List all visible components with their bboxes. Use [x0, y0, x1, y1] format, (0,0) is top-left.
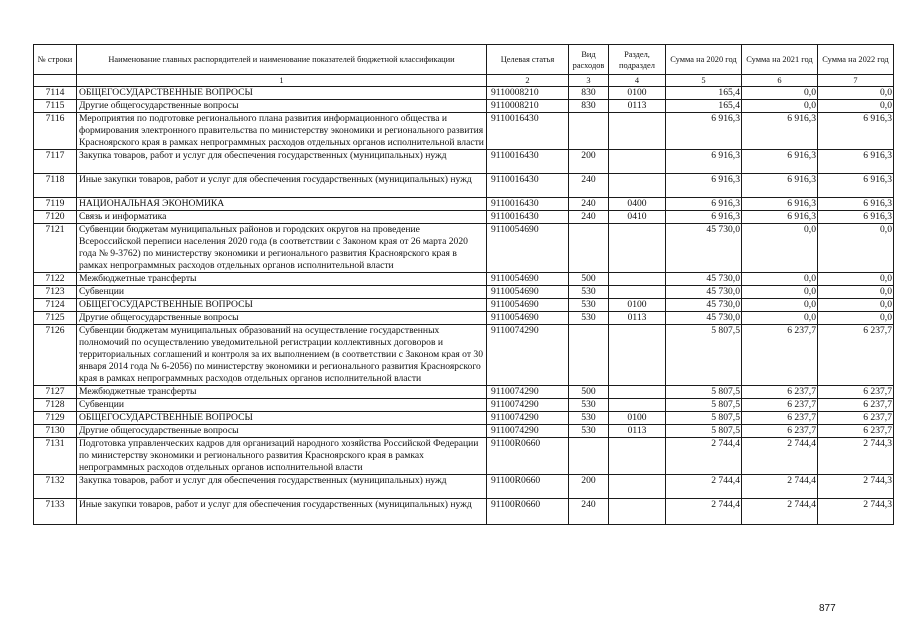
section-cell: 0100 [609, 412, 666, 425]
row-number-cell: 7116 [34, 113, 77, 150]
target-article-cell: 9110074290 [487, 425, 569, 438]
section-cell: 0113 [609, 100, 666, 113]
row-name-cell: Закупка товаров, работ и услуг для обеспечения государственных (муниципальных) нужд [77, 475, 487, 499]
sum-2021-cell: 0,0 [742, 224, 818, 273]
sum-2020-cell: 165,4 [666, 87, 742, 100]
expense-type-cell: 240 [569, 198, 609, 211]
sum-2022-cell: 6 237,7 [818, 386, 894, 399]
sum-2021-cell: 2 744,4 [742, 475, 818, 499]
table-row [34, 113, 894, 150]
section-cell: 0100 [609, 299, 666, 312]
header-sum-2020: Сумма на 2020 год [666, 45, 742, 75]
sum-2022-cell: 6 237,7 [818, 412, 894, 425]
row-number-cell: 7125 [34, 312, 77, 325]
column-number: 1 [77, 75, 487, 87]
row-name-cell: Иные закупки товаров, работ и услуг для обеспечения государственных (муниципальных) нужд [77, 499, 487, 525]
sum-2022-cell: 6 916,3 [818, 113, 894, 150]
sum-2021-cell: 6 916,3 [742, 198, 818, 211]
section-cell [609, 113, 666, 150]
row-number-cell: 7114 [34, 87, 77, 100]
sum-2020-cell: 2 744,4 [666, 438, 742, 475]
expense-type-cell: 530 [569, 286, 609, 299]
row-name-cell: Связь и информатика [77, 211, 487, 224]
sum-2021-cell: 6 237,7 [742, 425, 818, 438]
table-row [34, 438, 894, 475]
sum-2021-cell: 6 237,7 [742, 386, 818, 399]
row-number-cell: 7123 [34, 286, 77, 299]
target-article-cell: 9110054690 [487, 299, 569, 312]
column-number: 5 [666, 75, 742, 87]
sum-2022-cell: 2 744,3 [818, 499, 894, 525]
sum-2021-cell: 0,0 [742, 312, 818, 325]
sum-2020-cell: 2 744,4 [666, 499, 742, 525]
section-cell [609, 273, 666, 286]
expense-type-cell: 830 [569, 100, 609, 113]
row-name-cell: Другие общегосударственные вопросы [77, 100, 487, 113]
target-article-cell: 9110016430 [487, 150, 569, 174]
header-expense-type: Вид расходов [569, 45, 609, 75]
expense-type-cell: 530 [569, 425, 609, 438]
section-cell [609, 174, 666, 198]
sum-2021-cell: 6 916,3 [742, 113, 818, 150]
sum-2022-cell: 6 916,3 [818, 150, 894, 174]
table-header-row [34, 45, 894, 75]
sum-2020-cell: 5 807,5 [666, 425, 742, 438]
sum-2022-cell: 6 237,7 [818, 325, 894, 386]
row-number-cell: 7133 [34, 499, 77, 525]
table-row [34, 325, 894, 386]
row-name-cell: Другие общегосударственные вопросы [77, 425, 487, 438]
section-cell: 0410 [609, 211, 666, 224]
table-row [34, 475, 894, 499]
row-number-cell: 7131 [34, 438, 77, 475]
target-article-cell: 9110016430 [487, 211, 569, 224]
sum-2021-cell: 0,0 [742, 299, 818, 312]
row-name-cell: НАЦИОНАЛЬНАЯ ЭКОНОМИКА [77, 198, 487, 211]
sum-2021-cell: 6 916,3 [742, 174, 818, 198]
sum-2022-cell: 0,0 [818, 273, 894, 286]
expense-type-cell: 530 [569, 412, 609, 425]
target-article-cell: 9110008210 [487, 100, 569, 113]
sum-2022-cell: 6 916,3 [818, 174, 894, 198]
sum-2022-cell: 0,0 [818, 87, 894, 100]
row-name-cell: Межбюджетные трансферты [77, 386, 487, 399]
expense-type-cell: 200 [569, 150, 609, 174]
section-cell: 0400 [609, 198, 666, 211]
expense-type-cell: 500 [569, 273, 609, 286]
header-name: Наименование главных распорядителей и наименование показателей бюджетной классификации [77, 45, 487, 75]
target-article-cell: 9110008210 [487, 87, 569, 100]
row-name-cell: Закупка товаров, работ и услуг для обеспечения государственных (муниципальных) нужд [77, 150, 487, 174]
table-row [34, 499, 894, 525]
table-row [34, 312, 894, 325]
column-number-row [34, 75, 894, 87]
table-row [34, 286, 894, 299]
section-cell [609, 438, 666, 475]
expense-type-cell: 200 [569, 475, 609, 499]
target-article-cell: 9110054690 [487, 224, 569, 273]
column-number: 4 [609, 75, 666, 87]
target-article-cell: 9110054690 [487, 312, 569, 325]
column-number [34, 75, 77, 87]
row-name-cell: ОБЩЕГОСУДАРСТВЕННЫЕ ВОПРОСЫ [77, 87, 487, 100]
row-number-cell: 7124 [34, 299, 77, 312]
row-number-cell: 7122 [34, 273, 77, 286]
expense-type-cell [569, 325, 609, 386]
sum-2021-cell: 6 237,7 [742, 325, 818, 386]
section-cell [609, 399, 666, 412]
row-number-cell: 7121 [34, 224, 77, 273]
page-number: 877 [819, 603, 836, 614]
target-article-cell: 91100R0660 [487, 475, 569, 499]
row-name-cell: Субвенции [77, 286, 487, 299]
expense-type-cell: 240 [569, 499, 609, 525]
table-row [34, 150, 894, 174]
sum-2022-cell: 6 237,7 [818, 399, 894, 412]
section-cell [609, 475, 666, 499]
sum-2022-cell: 0,0 [818, 100, 894, 113]
section-cell [609, 325, 666, 386]
expense-type-cell: 240 [569, 174, 609, 198]
column-number: 6 [742, 75, 818, 87]
table-body [34, 87, 894, 525]
sum-2020-cell: 45 730,0 [666, 273, 742, 286]
sum-2020-cell: 5 807,5 [666, 399, 742, 412]
section-cell [609, 150, 666, 174]
header-sum-2022: Сумма на 2022 год [818, 45, 894, 75]
target-article-cell: 9110074290 [487, 412, 569, 425]
row-number-cell: 7132 [34, 475, 77, 499]
row-name-cell: ОБЩЕГОСУДАРСТВЕННЫЕ ВОПРОСЫ [77, 299, 487, 312]
sum-2020-cell: 45 730,0 [666, 312, 742, 325]
row-number-cell: 7127 [34, 386, 77, 399]
sum-2022-cell: 6 916,3 [818, 211, 894, 224]
sum-2020-cell: 6 916,3 [666, 211, 742, 224]
sum-2021-cell: 0,0 [742, 87, 818, 100]
column-number: 3 [569, 75, 609, 87]
sum-2021-cell: 6 916,3 [742, 211, 818, 224]
section-cell [609, 499, 666, 525]
table-row [34, 425, 894, 438]
target-article-cell: 9110016430 [487, 174, 569, 198]
expense-type-cell: 530 [569, 399, 609, 412]
section-cell: 0100 [609, 87, 666, 100]
row-name-cell: Субвенции бюджетам муниципальных образований на осуществление государственных полномочий по осуществлению уведомительной регистрации коллективных договоров и территориальных соглашений и контроля за их выполнением (в соответствии с Законом края от 30 января 2014 года № 6-2056) по министерству экономики и регионального развития Красноярского края в рамках непрограммных расходов отдельных органов исполнительной власти [77, 325, 487, 386]
expense-type-cell [569, 113, 609, 150]
expense-type-cell [569, 224, 609, 273]
sum-2020-cell: 5 807,5 [666, 325, 742, 386]
sum-2021-cell: 6 916,3 [742, 150, 818, 174]
header-section: Раздел, подраздел [609, 45, 666, 75]
row-number-cell: 7130 [34, 425, 77, 438]
sum-2020-cell: 5 807,5 [666, 386, 742, 399]
table-row [34, 211, 894, 224]
section-cell: 0113 [609, 312, 666, 325]
section-cell: 0113 [609, 425, 666, 438]
section-cell [609, 286, 666, 299]
expense-type-cell: 240 [569, 211, 609, 224]
table-row [34, 399, 894, 412]
target-article-cell: 9110074290 [487, 386, 569, 399]
section-cell [609, 386, 666, 399]
sum-2020-cell: 6 916,3 [666, 174, 742, 198]
sum-2022-cell: 2 744,3 [818, 438, 894, 475]
sum-2020-cell: 6 916,3 [666, 113, 742, 150]
row-number-cell: 7128 [34, 399, 77, 412]
section-cell [609, 224, 666, 273]
sum-2021-cell: 2 744,4 [742, 438, 818, 475]
header-sum-2021: Сумма на 2021 год [742, 45, 818, 75]
sum-2022-cell: 0,0 [818, 299, 894, 312]
sum-2020-cell: 5 807,5 [666, 412, 742, 425]
sum-2020-cell: 6 916,3 [666, 198, 742, 211]
table-row [34, 224, 894, 273]
header-row-number: № строки [34, 45, 77, 75]
row-number-cell: 7119 [34, 198, 77, 211]
expense-type-cell: 500 [569, 386, 609, 399]
sum-2020-cell: 45 730,0 [666, 286, 742, 299]
row-name-cell: Межбюджетные трансферты [77, 273, 487, 286]
row-name-cell: Мероприятия по подготовке регионального плана развития информационного общества и формирования электронного правительства по министерству экономики и регионального развития Красноярского края в рамках непрограммных расходов отдельных органов исполнительной власти [77, 113, 487, 150]
target-article-cell: 9110016430 [487, 198, 569, 211]
row-name-cell: Другие общегосударственные вопросы [77, 312, 487, 325]
row-number-cell: 7126 [34, 325, 77, 386]
target-article-cell: 9110074290 [487, 325, 569, 386]
sum-2022-cell: 6 916,3 [818, 198, 894, 211]
row-name-cell: Субвенции бюджетам муниципальных районов и городских округов на проведение Всероссийской переписи населения 2020 года (в соответствии с Законом края от 26 марта 2020 года № 9-3762) по министерству экономики и регионального развития Красноярского края в рамках непрограммных расходов отдельных органов исполнительной власти [77, 224, 487, 273]
row-number-cell: 7115 [34, 100, 77, 113]
target-article-cell: 9110054690 [487, 286, 569, 299]
expense-type-cell [569, 438, 609, 475]
target-article-cell: 91100R0660 [487, 499, 569, 525]
expense-type-cell: 830 [569, 87, 609, 100]
row-number-cell: 7129 [34, 412, 77, 425]
sum-2022-cell: 0,0 [818, 312, 894, 325]
sum-2021-cell: 2 744,4 [742, 499, 818, 525]
row-number-cell: 7120 [34, 211, 77, 224]
table-row [34, 100, 894, 113]
sum-2022-cell: 0,0 [818, 286, 894, 299]
header-target-article: Целевая статья [487, 45, 569, 75]
budget-table [33, 44, 894, 525]
target-article-cell: 91100R0660 [487, 438, 569, 475]
table-row [34, 174, 894, 198]
sum-2020-cell: 45 730,0 [666, 299, 742, 312]
sum-2020-cell: 2 744,4 [666, 475, 742, 499]
row-number-cell: 7117 [34, 150, 77, 174]
table-row [34, 412, 894, 425]
sum-2021-cell: 0,0 [742, 286, 818, 299]
target-article-cell: 9110074290 [487, 399, 569, 412]
table-row [34, 87, 894, 100]
table-row [34, 299, 894, 312]
table-row [34, 386, 894, 399]
sum-2021-cell: 0,0 [742, 273, 818, 286]
sum-2021-cell: 6 237,7 [742, 412, 818, 425]
sum-2020-cell: 6 916,3 [666, 150, 742, 174]
expense-type-cell: 530 [569, 312, 609, 325]
table-row [34, 273, 894, 286]
budget-table-container [33, 44, 893, 525]
row-number-cell: 7118 [34, 174, 77, 198]
row-name-cell: ОБЩЕГОСУДАРСТВЕННЫЕ ВОПРОСЫ [77, 412, 487, 425]
target-article-cell: 9110016430 [487, 113, 569, 150]
expense-type-cell: 530 [569, 299, 609, 312]
sum-2021-cell: 0,0 [742, 100, 818, 113]
sum-2022-cell: 0,0 [818, 224, 894, 273]
column-number: 2 [487, 75, 569, 87]
row-name-cell: Подготовка управленческих кадров для организаций народного хозяйства Российской Федерации по министерству экономики и регионального развития Красноярского края в рамках непрограммных расходов отдельных органов исполнительной власти [77, 438, 487, 475]
sum-2022-cell: 2 744,3 [818, 475, 894, 499]
sum-2021-cell: 6 237,7 [742, 399, 818, 412]
target-article-cell: 9110054690 [487, 273, 569, 286]
table-row [34, 198, 894, 211]
row-name-cell: Иные закупки товаров, работ и услуг для обеспечения государственных (муниципальных) нужд [77, 174, 487, 198]
column-number: 7 [818, 75, 894, 87]
sum-2022-cell: 6 237,7 [818, 425, 894, 438]
sum-2020-cell: 45 730,0 [666, 224, 742, 273]
sum-2020-cell: 165,4 [666, 100, 742, 113]
row-name-cell: Субвенции [77, 399, 487, 412]
